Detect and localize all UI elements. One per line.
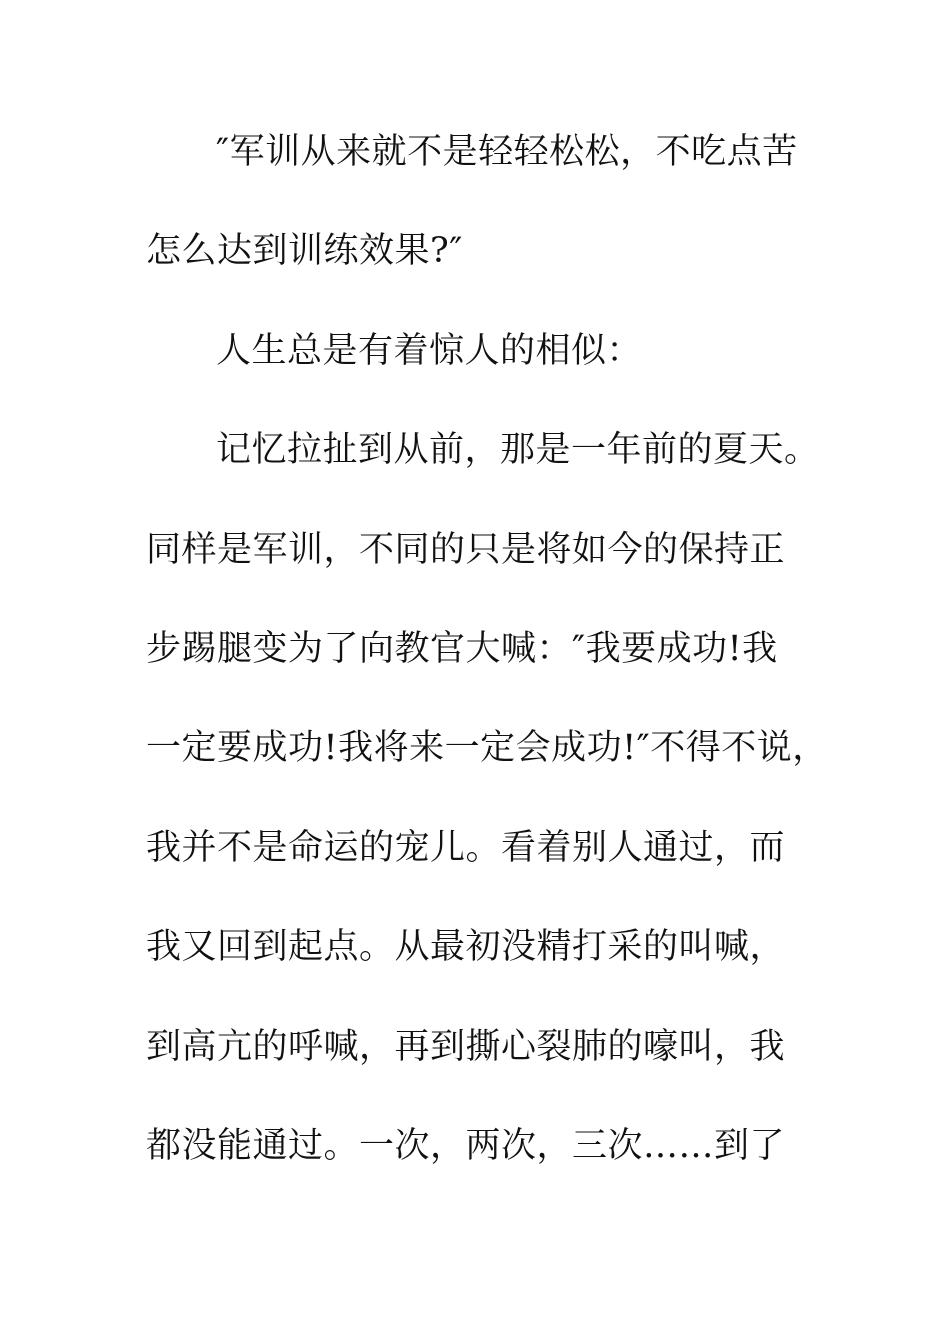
text-line: 记忆拉扯到从前，那是一年前的夏天。 xyxy=(216,430,820,471)
text-line: 同样是军训，不同的只是将如今的保持正 xyxy=(146,529,786,570)
text-line: 都没能通过。一次，两次，三次……到了 xyxy=(146,1125,786,1166)
text-line: 怎么达到训练效果?″ xyxy=(146,231,463,272)
text-line: ″军训从来就不是轻轻松松，不吃点苦 xyxy=(216,132,798,172)
text-line: 到高亢的呼喊，再到撕心裂肺的嚎叫，我 xyxy=(146,1026,786,1067)
text-line: 我又回到起点。从最初没精打采的叫喊， xyxy=(146,927,786,968)
text-line: 步踢腿变为了向教官大喊：″我要成功!我 xyxy=(146,628,778,669)
text-line: 一定要成功!我将来一定会成功!″不得不说， xyxy=(146,728,828,769)
text-line: 人生总是有着惊人的相似： xyxy=(216,330,643,371)
body-text xyxy=(146,127,846,1220)
text-line: 我并不是命运的宠儿。看着别人通过，而 xyxy=(146,827,786,868)
